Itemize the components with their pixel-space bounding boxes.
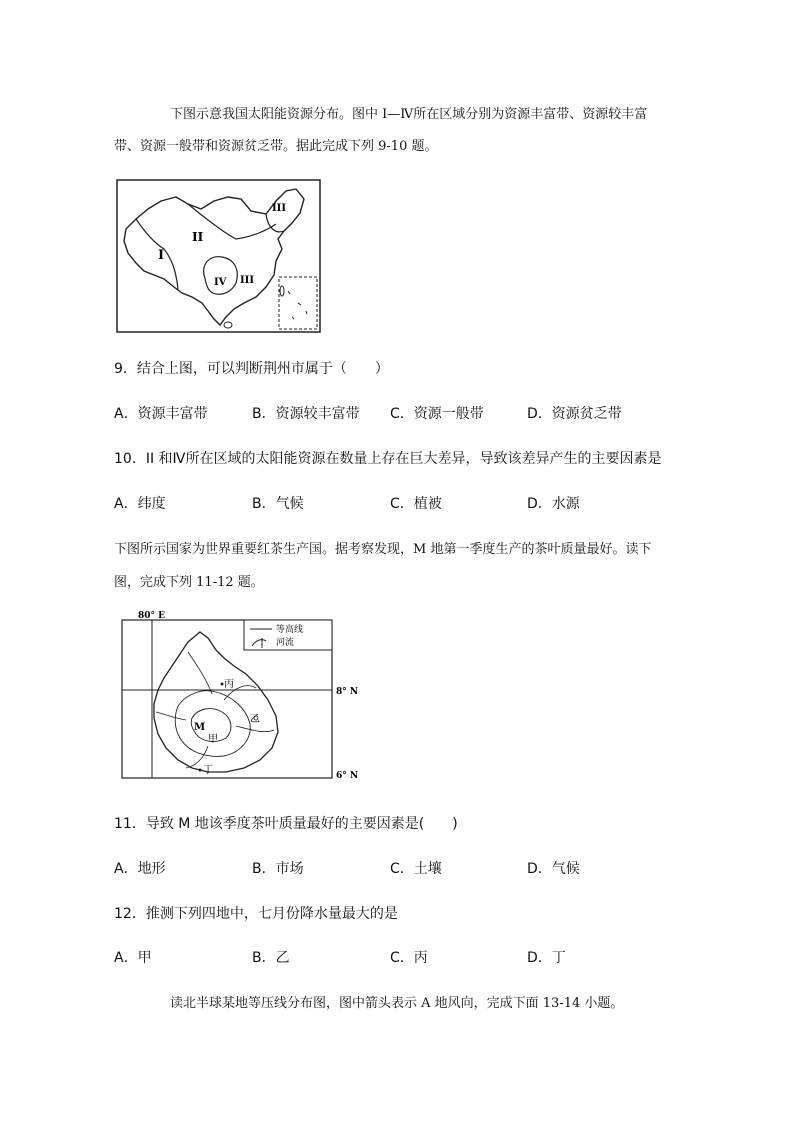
- label-II: II: [192, 230, 204, 244]
- q10-option-b[interactable]: B．气候: [252, 496, 304, 512]
- tea-country-map: [116, 608, 366, 783]
- place-yi: 乙: [250, 714, 260, 725]
- lon-label: 80° E: [138, 611, 166, 621]
- q11-stem: 11．导致 M 地该季度茶叶质量最好的主要因素是( ): [114, 816, 458, 832]
- legend-contour: 等高线: [276, 625, 304, 635]
- label-III-center: III: [240, 275, 255, 286]
- q12-option-d[interactable]: D．丁: [527, 950, 566, 966]
- place-jia: 甲: [208, 734, 218, 745]
- intro2-line1: 下图所示国家为世界重要红茶生产国。据考察发现，M 地第一季度生产的茶叶质量最好。读下: [114, 542, 652, 557]
- q11-option-a[interactable]: A．地形: [114, 861, 166, 877]
- place-bing: 丙: [224, 679, 234, 690]
- place-ding: 丁: [203, 765, 213, 776]
- q12-option-a[interactable]: A．甲: [114, 950, 152, 966]
- lat-8-label: 8° N: [336, 687, 359, 697]
- q9-stem: 9．结合上图，可以判断荆州市属于（ ）: [114, 361, 389, 377]
- q12-option-b[interactable]: B．乙: [252, 950, 290, 966]
- china-solar-map: [116, 179, 321, 333]
- label-I: I: [158, 248, 165, 263]
- q12-stem: 12．推测下列四地中，七月份降水量最大的是: [114, 906, 398, 922]
- label-III-north: III: [272, 203, 287, 214]
- q10-option-d[interactable]: D．水源: [527, 496, 580, 512]
- q10-option-c[interactable]: C．植被: [390, 496, 442, 512]
- q10-stem: 10．II 和Ⅳ所在区域的太阳能资源在数量上存在巨大差异，导致该差异产生的主要因素是: [114, 451, 662, 467]
- lat-6-label: 6° N: [336, 771, 359, 781]
- intro2-line2: 图，完成下列 11-12 题。: [114, 575, 264, 590]
- q9-option-d[interactable]: D．资源贫乏带: [527, 406, 622, 422]
- q11-option-d[interactable]: D．气候: [527, 861, 580, 877]
- legend-river: 河流: [276, 638, 295, 648]
- label-IV: IV: [214, 277, 227, 288]
- q9-option-a[interactable]: A．资源丰富带: [114, 406, 208, 422]
- intro1-line2: 带、资源一般带和资源贫乏带。据此完成下列 9-10 题。: [114, 139, 438, 154]
- q12-option-c[interactable]: C．丙: [390, 950, 428, 966]
- q9-option-b[interactable]: B．资源较丰富带: [252, 406, 360, 422]
- place-ding-dot: [199, 769, 202, 772]
- intro1-line1: 下图示意我国太阳能资源分布。图中 I—Ⅳ所在区域分别为资源丰富带、资源较丰富: [170, 107, 648, 122]
- q10-option-a[interactable]: A．纬度: [114, 496, 166, 512]
- q11-option-c[interactable]: C．土壤: [390, 861, 442, 877]
- intro3-line1: 读北半球某地等压线分布图，图中箭头表示 A 地风向，完成下面 13-14 小题。: [170, 996, 624, 1011]
- q9-option-c[interactable]: C．资源一般带: [390, 406, 484, 422]
- place-M: M: [194, 722, 206, 733]
- q11-option-b[interactable]: B．市场: [252, 861, 304, 877]
